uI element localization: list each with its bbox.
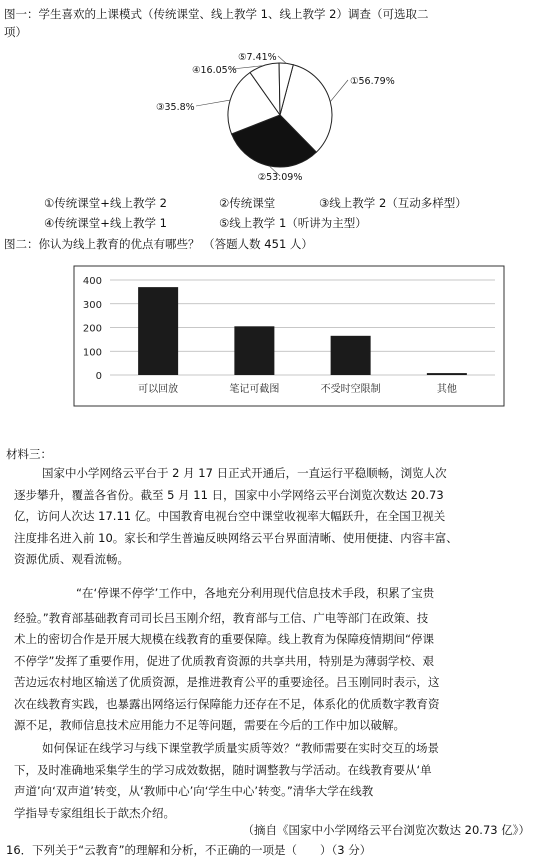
y-tick-label: 200	[82, 323, 102, 335]
bar-chart	[70, 262, 510, 412]
material-source: （摘自《国家中小学网络云平台浏览次数达 20.73 亿》）	[242, 823, 530, 837]
text-line: 亿，访问人次达 17.11 亿。中国教育电视台空中课堂收视率大幅跃升，在全国卫视关	[14, 509, 446, 523]
pie-slice-label: ②53.09%	[257, 172, 303, 183]
text-line: 资源优质、观看流畅。	[14, 552, 129, 566]
text-line: 源不足，教师信息技术应用能力不足等问题，需要在今后的工作中加以破解。	[14, 718, 405, 732]
pie-slice-label: ⑤7.41%	[238, 52, 277, 63]
material-heading: 材料三：	[6, 447, 52, 461]
bar-yticks	[83, 276, 102, 382]
text-line: 术上的密切合作是开展大规模在线教育的重要保障。线上教育为保障疫情期间“停课	[14, 632, 434, 646]
pie-chart	[150, 48, 410, 183]
legend-item: ①传统课堂+线上教学 2	[44, 196, 167, 210]
pie-leader-line	[330, 80, 348, 102]
text-line: 经验。”教育部基础教育司司长吕玉刚介绍，教育部与工信、广电等部门在政策、技	[14, 610, 429, 625]
legend-item: ③线上教学 2（互动多样型）	[319, 196, 467, 210]
figure1-title-line1: 图一：学生喜欢的上课模式（传统课堂、线上教学 1、线上教学 2）调查（可选取二	[4, 7, 429, 21]
text-line: 如何保证在线学习与线下课堂教学质量实质等效？“教师需要在实时交互的场景	[42, 741, 439, 755]
text-line: 声道’向‘双声道’转变，从‘教师中心’向‘学生中心’转变。”清华大学在线教	[14, 784, 374, 798]
text-line: 国家中小学网络云平台于 2 月 17 日正式开通后，一直运行平稳顺畅，浏览人次	[42, 466, 447, 480]
material-paragraph-2	[14, 583, 534, 737]
legend-item: ②传统课堂	[219, 196, 276, 210]
y-tick-label: 0	[95, 371, 102, 382]
pie-slice-label: ④16.05%	[192, 65, 237, 76]
pie-legend-row-1	[44, 195, 467, 211]
x-category-label: 不受时空限制	[320, 384, 381, 395]
pie-slices	[228, 63, 332, 167]
pie-slice-label: ③35.8%	[156, 102, 195, 113]
bar-bars	[138, 287, 467, 375]
text-line: 学指导专家组组长于歆杰介绍。	[14, 805, 175, 820]
x-category-label: 其他	[436, 384, 457, 395]
x-category-label: 笔记可截图	[229, 384, 280, 395]
text-line: “在‘停课不停学’工作中，各地充分利用现代信息技术手段，积累了宝贵	[76, 586, 435, 600]
material-paragraph-3	[14, 738, 534, 824]
y-tick-label: 400	[82, 276, 102, 287]
bar	[234, 326, 274, 375]
bar	[331, 336, 371, 375]
pie-legend-row-2	[44, 215, 367, 231]
text-line: 逐步攀升，覆盖各省份。截至 5 月 11 日，国家中小学网络云平台浏览次数达 20.73	[14, 487, 444, 502]
question-16: 16．下列关于“云教育”的理解和分析，不正确的一项是（ ）（3 分）	[6, 843, 372, 857]
text-line: 次在线教育实践，也暴露出网络运行保障能力还存在不足，体系化的优质数字教育资	[14, 696, 440, 711]
text-line: 苦边远农村地区输送了优质资源，是推进教育公平的重要途径。吕玉刚同时表示，这	[14, 675, 440, 689]
pie-leader-line	[196, 100, 230, 106]
legend-item: ⑤线上教学 1（听讲为主型）	[219, 216, 367, 230]
text-line: 不停学”发挥了重要作用，促进了优质教育资源的共享共用，特别是为薄弱学校、艰	[14, 653, 434, 668]
text-line: 下，及时准确地采集学生的学习成效数据，随时调整教与学活动。在线教育要从‘单	[14, 762, 432, 777]
figure1-title-line2: 项）	[4, 25, 27, 39]
y-tick-label: 100	[82, 347, 102, 359]
x-category-label: 可以回放	[138, 384, 179, 395]
text-line: 注度排名进入前 10。家长和学生普遍反映网络云平台界面清晰、使用便捷、内容丰富、	[14, 530, 458, 545]
pie-slice-label: ①56.79%	[350, 76, 395, 87]
material-paragraph-1	[14, 463, 534, 571]
bar-categories	[138, 382, 457, 395]
pie-leader-line	[278, 56, 286, 63]
bar	[427, 373, 467, 375]
figure2-title: 图二：你认为线上教育的优点有哪些？ （答题人数 451 人）	[4, 237, 313, 251]
legend-item: ④传统课堂+线上教学 1	[44, 216, 167, 230]
bar	[138, 287, 178, 375]
y-tick-label: 300	[82, 299, 102, 311]
